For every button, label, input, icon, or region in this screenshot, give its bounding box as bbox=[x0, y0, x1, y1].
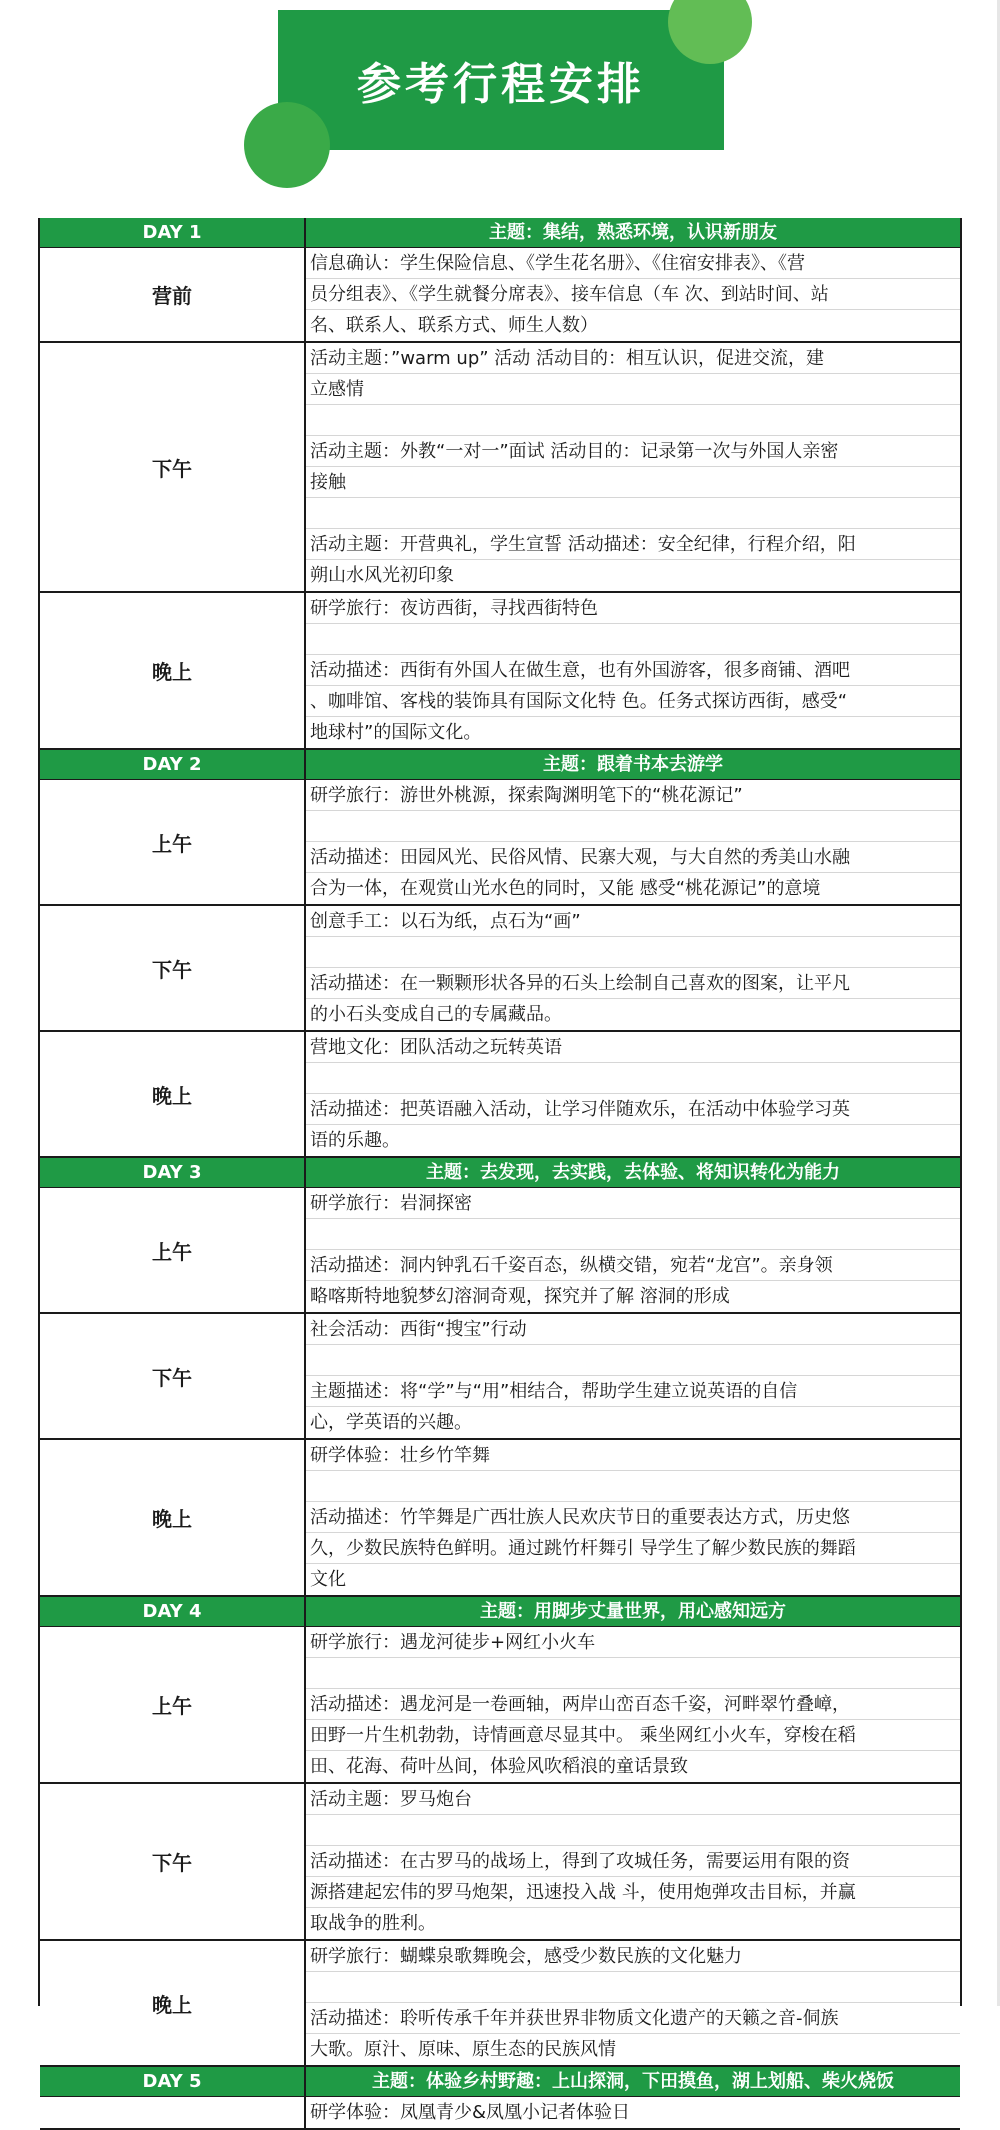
activity-line: 研学旅行：蝴蝶泉歌舞晚会，感受少数民族的文化魅力 bbox=[306, 1941, 960, 1972]
activity-line: 活动描述：田园风光、民俗风情、民寨大观，与大自然的秀美山水融 bbox=[306, 842, 960, 873]
day-label: DAY 1 bbox=[40, 218, 306, 247]
schedule-row bbox=[40, 1188, 960, 1314]
time-slot-label: 晚上 bbox=[40, 1941, 306, 2065]
activity-line bbox=[306, 811, 960, 842]
activity-line: 活动描述：竹竿舞是广西壮族人民欢庆节日的重要表达方式，历史悠 bbox=[306, 1502, 960, 1533]
activity-line: 活动描述：遇龙河是一卷画轴，两岸山峦百态千姿，河畔翠竹叠嶂， bbox=[306, 1689, 960, 1720]
activity-line: 略喀斯特地貌梦幻溶洞奇观，探究并了解 溶洞的形成 bbox=[310, 1286, 730, 1307]
activity-line bbox=[306, 1471, 960, 1502]
activity-line: 研学体验：凤凰青少&凤凰小记者体验日 bbox=[310, 2102, 631, 2123]
activity-line: 研学旅行：游世外桃源，探索陶渊明笔下的“桃花源记” bbox=[306, 780, 960, 811]
activity-line: 大歌。原汁、原味、原生态的民族风情 bbox=[310, 2039, 616, 2060]
activity-line: 活动描述：洞内钟乳石千姿百态，纵横交错，宛若“龙宫”。亲身领 bbox=[306, 1250, 960, 1281]
schedule-row bbox=[40, 906, 960, 1032]
activity-line bbox=[306, 1219, 960, 1250]
slot-content bbox=[306, 1188, 960, 1312]
activity-line: 研学旅行：岩洞探密 bbox=[306, 1188, 960, 1219]
activity-line: 研学体验：壮乡竹竿舞 bbox=[306, 1440, 960, 1471]
activity-line: 活动主题：开营典礼，学生宣誓 活动描述：安全纪律，行程介绍，阳 bbox=[306, 529, 960, 560]
activity-line: 心，学英语的兴趣。 bbox=[310, 1412, 472, 1433]
activity-line: 地球村”的国际文化。 bbox=[310, 722, 482, 743]
day-label: DAY 5 bbox=[40, 2067, 306, 2096]
activity-line: 活动描述：在古罗马的战场上，得到了攻城任务，需要运用有限的资 bbox=[306, 1846, 960, 1877]
activity-line: 信息确认：学生保险信息、《学生花名册》、《住宿安排表》、《营 bbox=[306, 248, 960, 279]
schedule-row bbox=[40, 1784, 960, 1941]
activity-line bbox=[306, 1815, 960, 1846]
activity-line: 活动主题：罗马炮台 bbox=[306, 1784, 960, 1815]
activity-line: 立感情 bbox=[306, 374, 960, 405]
activity-line: 活动描述：把英语融入活动，让学习伴随欢乐，在活动中体验学习英 bbox=[306, 1094, 960, 1125]
activity-line: 营地文化：团队活动之玩转英语 bbox=[306, 1032, 960, 1063]
banner-decoration bbox=[668, 0, 752, 64]
time-slot-label: 晚上 bbox=[40, 593, 306, 748]
time-slot-label: 营前 bbox=[40, 248, 306, 341]
page-title: 参考行程安排 bbox=[357, 59, 645, 110]
day-theme: 主题：用脚步丈量世界，用心感知远方 bbox=[480, 1601, 786, 1622]
schedule-row bbox=[40, 248, 960, 343]
slot-content bbox=[306, 248, 960, 341]
activity-line: 社会活动：西街“搜宝”行动 bbox=[306, 1314, 960, 1345]
activity-line: 、咖啡馆、客栈的装饰具有国际文化特 色。任务式探访西街，感受“ bbox=[306, 686, 960, 717]
day-header-row bbox=[40, 750, 960, 780]
day-label: DAY 4 bbox=[40, 1597, 306, 1626]
schedule-row bbox=[40, 1440, 960, 1597]
slot-content bbox=[306, 1314, 960, 1438]
activity-line: 活动主题：”warm up” 活动 活动目的：相互认识，促进交流，建 bbox=[306, 343, 960, 374]
day-theme: 主题：跟着书本去游学 bbox=[543, 754, 723, 775]
activity-line bbox=[306, 624, 960, 655]
activity-line bbox=[306, 1063, 960, 1094]
day-header-row bbox=[40, 1158, 960, 1188]
schedule-row bbox=[40, 1627, 960, 1784]
time-slot-label: 下午 bbox=[40, 906, 306, 1030]
activity-line: 研学旅行：夜访西街，寻找西街特色 bbox=[306, 593, 960, 624]
day-header-row bbox=[40, 2067, 960, 2097]
activity-line: 活动描述：聆听传承千年并获世界非物质文化遗产的天籁之音-侗族 bbox=[306, 2003, 960, 2034]
activity-line: 朔山水风光初印象 bbox=[310, 565, 454, 586]
banner-decoration bbox=[244, 102, 330, 188]
day-header-row bbox=[40, 218, 960, 248]
activity-line: 文化 bbox=[310, 1569, 346, 1590]
schedule-row bbox=[40, 780, 960, 906]
slot-content bbox=[306, 1032, 960, 1156]
time-slot-label: 上午 bbox=[40, 1188, 306, 1312]
slot-content bbox=[306, 1627, 960, 1782]
activity-line: 语的乐趣。 bbox=[310, 1130, 400, 1151]
schedule-row bbox=[40, 1032, 960, 1158]
slot-content bbox=[306, 1941, 960, 2065]
activity-line: 取战争的胜利。 bbox=[310, 1913, 436, 1934]
activity-line: 名、联系人、联系方式、师生人数） bbox=[310, 315, 598, 336]
activity-line: 活动描述：在一颗颗形状各异的石头上绘制自己喜欢的图案，让平凡 bbox=[306, 968, 960, 999]
day-header-row bbox=[40, 1597, 960, 1627]
activity-line bbox=[306, 937, 960, 968]
day-label: DAY 3 bbox=[40, 1158, 306, 1187]
activity-line bbox=[306, 1972, 960, 2003]
slot-content bbox=[306, 1440, 960, 1595]
activity-line: 员分组表》、《学生就餐分席表》、接车信息（车 次、到站时间、站 bbox=[306, 279, 960, 310]
time-slot-label: 上午 bbox=[40, 1627, 306, 1782]
slot-content bbox=[306, 2097, 960, 2128]
activity-line: 活动描述：西街有外国人在做生意，也有外国游客，很多商铺、酒吧 bbox=[306, 655, 960, 686]
time-slot-label: 晚上 bbox=[40, 1440, 306, 1595]
time-slot-label bbox=[40, 2097, 306, 2128]
activity-line bbox=[306, 498, 960, 529]
time-slot-label: 晚上 bbox=[40, 1032, 306, 1156]
activity-line: 主题描述：将“学”与“用”相结合，帮助学生建立说英语的自信 bbox=[306, 1376, 960, 1407]
activity-line: 活动主题：外教“一对一”面试 活动目的：记录第一次与外国人亲密 bbox=[306, 436, 960, 467]
schedule-row bbox=[40, 1941, 960, 2067]
time-slot-label: 下午 bbox=[40, 1314, 306, 1438]
time-slot-label: 下午 bbox=[40, 1784, 306, 1939]
slot-content bbox=[306, 343, 960, 591]
slot-content bbox=[306, 593, 960, 748]
slot-content bbox=[306, 906, 960, 1030]
activity-line: 创意手工：以石为纸，点石为“画” bbox=[306, 906, 960, 937]
schedule-row bbox=[40, 343, 960, 593]
schedule-row bbox=[40, 593, 960, 750]
day-theme: 主题：去发现，去实践，去体验、将知识转化为能力 bbox=[426, 1162, 840, 1183]
activity-line bbox=[306, 1658, 960, 1689]
activity-line: 研学旅行：遇龙河徒步+网红小火车 bbox=[306, 1627, 960, 1658]
activity-line: 久，少数民族特色鲜明。通过跳竹杆舞引 导学生了解少数民族的舞蹈 bbox=[306, 1533, 960, 1564]
activity-line bbox=[306, 405, 960, 436]
time-slot-label: 下午 bbox=[40, 343, 306, 591]
schedule-row bbox=[40, 2097, 960, 2130]
activity-line: 合为一体，在观赏山光水色的同时，又能 感受“桃花源记”的意境 bbox=[310, 878, 821, 899]
slot-content bbox=[306, 780, 960, 904]
day-theme: 主题：体验乡村野趣：上山探洞，下田摸鱼，湖上划船、柴火烧饭 bbox=[372, 2071, 894, 2092]
day-theme: 主题：集结，熟悉环境，认识新朋友 bbox=[489, 222, 777, 243]
activity-line: 田、花海、荷叶丛间，体验风吹稻浪的童话景致 bbox=[310, 1756, 688, 1777]
activity-line: 接触 bbox=[306, 467, 960, 498]
slot-content bbox=[306, 1784, 960, 1939]
activity-line: 源搭建起宏伟的罗马炮架，迅速投入战 斗，使用炮弹攻击目标，并赢 bbox=[306, 1877, 960, 1908]
schedule-row bbox=[40, 1314, 960, 1440]
activity-line bbox=[306, 1345, 960, 1376]
activity-line: 田野一片生机勃勃，诗情画意尽显其中。 乘坐网红小火车，穿梭在稻 bbox=[306, 1720, 960, 1751]
title-banner bbox=[278, 10, 724, 150]
time-slot-label: 上午 bbox=[40, 780, 306, 904]
day-label: DAY 2 bbox=[40, 750, 306, 779]
schedule-table bbox=[38, 218, 962, 2123]
activity-line: 的小石头变成自己的专属藏品。 bbox=[310, 1004, 562, 1025]
